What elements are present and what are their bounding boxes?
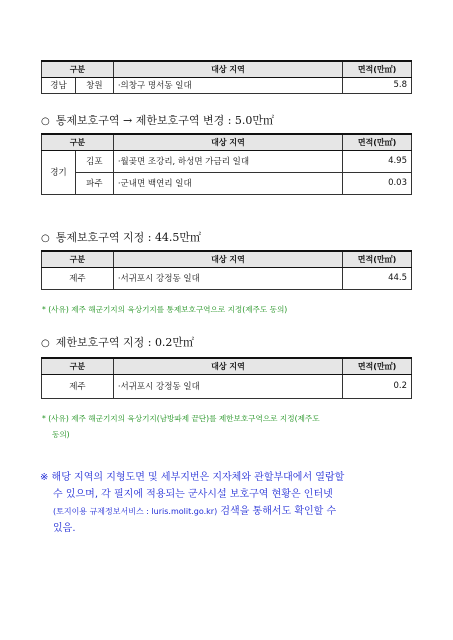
footer-line1: ※ 해당 지역의 지형도면 및 세부지번은 지자체와 관할부대에서 열람할 bbox=[40, 472, 345, 483]
header-category: 구분 bbox=[42, 134, 114, 150]
table-header-row bbox=[42, 134, 412, 150]
circle-bullet-icon: ○ bbox=[41, 338, 50, 349]
header-size: 면적(만㎡) bbox=[343, 61, 412, 77]
header-size: 면적(만㎡) bbox=[343, 134, 412, 150]
table-row bbox=[42, 172, 412, 194]
note-text: * (사유) 제주 해군기지의 육상기지를 통제보호구역으로 지정(제주도 동의) bbox=[42, 305, 288, 314]
cell-size: 5.8 bbox=[343, 77, 412, 93]
note-reason-control bbox=[42, 302, 382, 318]
cell-city: 파주 bbox=[75, 172, 113, 194]
header-area: 대상 지역 bbox=[113, 134, 342, 150]
cell-area: ·의창구 명서동 일대 bbox=[113, 77, 342, 93]
header-area: 대상 지역 bbox=[113, 358, 342, 374]
header-size: 면적(만㎡) bbox=[343, 358, 412, 374]
table-jeju-restrict bbox=[41, 357, 412, 399]
cell-region: 제주 bbox=[42, 267, 114, 289]
circle-bullet-icon: ○ bbox=[41, 233, 50, 244]
footer-notice bbox=[40, 469, 400, 537]
table-header-row bbox=[42, 358, 412, 374]
footer-line4: 있음. bbox=[53, 523, 76, 534]
footer-service-link[interactable]: (토지이용 규제정보서비스 : luris.molit.go.kr) bbox=[53, 507, 218, 516]
table-row bbox=[42, 267, 412, 289]
cell-region: 경남 bbox=[42, 77, 76, 93]
cell-area: ·월곶면 조강리, 하성면 가금리 일대 bbox=[113, 150, 342, 172]
section-heading-restrict bbox=[41, 334, 194, 350]
note-text-line1: * (사유) 제주 해군기지의 육상기지(남방파제 끝단)를 제한보호구역으로 지정(제주도 bbox=[42, 414, 320, 423]
table-jeju-control bbox=[41, 250, 412, 290]
footer-line3 bbox=[40, 503, 400, 520]
note-text-line2: 동의) bbox=[52, 430, 70, 439]
footer-line3-rest: 검색을 통해서도 확인할 수 bbox=[217, 506, 337, 517]
table-header-row bbox=[42, 251, 412, 267]
footer-line2: 수 있으며, 각 필지에 적용되는 군사시설 보호구역 현황은 인터넷 bbox=[53, 489, 333, 500]
table-row bbox=[42, 150, 412, 172]
header-category: 구분 bbox=[42, 251, 114, 267]
cell-size: 4.95 bbox=[343, 150, 412, 172]
cell-city: 김포 bbox=[75, 150, 113, 172]
section-title: 통제보호구역 지정 : 44.5만㎡ bbox=[55, 231, 202, 244]
cell-size: 0.03 bbox=[343, 172, 412, 194]
section-title: 통제보호구역 → 제한보호구역 변경 : 5.0만㎡ bbox=[55, 114, 275, 127]
table-changwon bbox=[41, 60, 412, 94]
cell-city: 창원 bbox=[75, 77, 113, 93]
section-title: 제한보호구역 지정 : 0.2만㎡ bbox=[55, 336, 195, 349]
cell-region: 경기 bbox=[42, 150, 76, 194]
circle-bullet-icon: ○ bbox=[41, 116, 50, 127]
note-reason-restrict bbox=[42, 411, 382, 443]
table-gyeonggi bbox=[41, 133, 412, 195]
section-heading-change bbox=[41, 112, 274, 128]
header-area: 대상 지역 bbox=[113, 61, 342, 77]
header-category: 구분 bbox=[42, 358, 114, 374]
cell-area: ·서귀포시 강정동 일대 bbox=[113, 267, 342, 289]
header-category: 구분 bbox=[42, 61, 114, 77]
header-area: 대상 지역 bbox=[113, 251, 342, 267]
cell-size: 44.5 bbox=[343, 267, 412, 289]
cell-size: 0.2 bbox=[343, 374, 412, 398]
table-row bbox=[42, 77, 412, 93]
section-heading-control bbox=[41, 229, 201, 245]
header-size: 면적(만㎡) bbox=[343, 251, 412, 267]
table-row bbox=[42, 374, 412, 398]
cell-region: 제주 bbox=[42, 374, 114, 398]
cell-area: ·서귀포시 강정동 일대 bbox=[113, 374, 342, 398]
table-header-row bbox=[42, 61, 412, 77]
cell-area: ·군내면 백연리 일대 bbox=[113, 172, 342, 194]
